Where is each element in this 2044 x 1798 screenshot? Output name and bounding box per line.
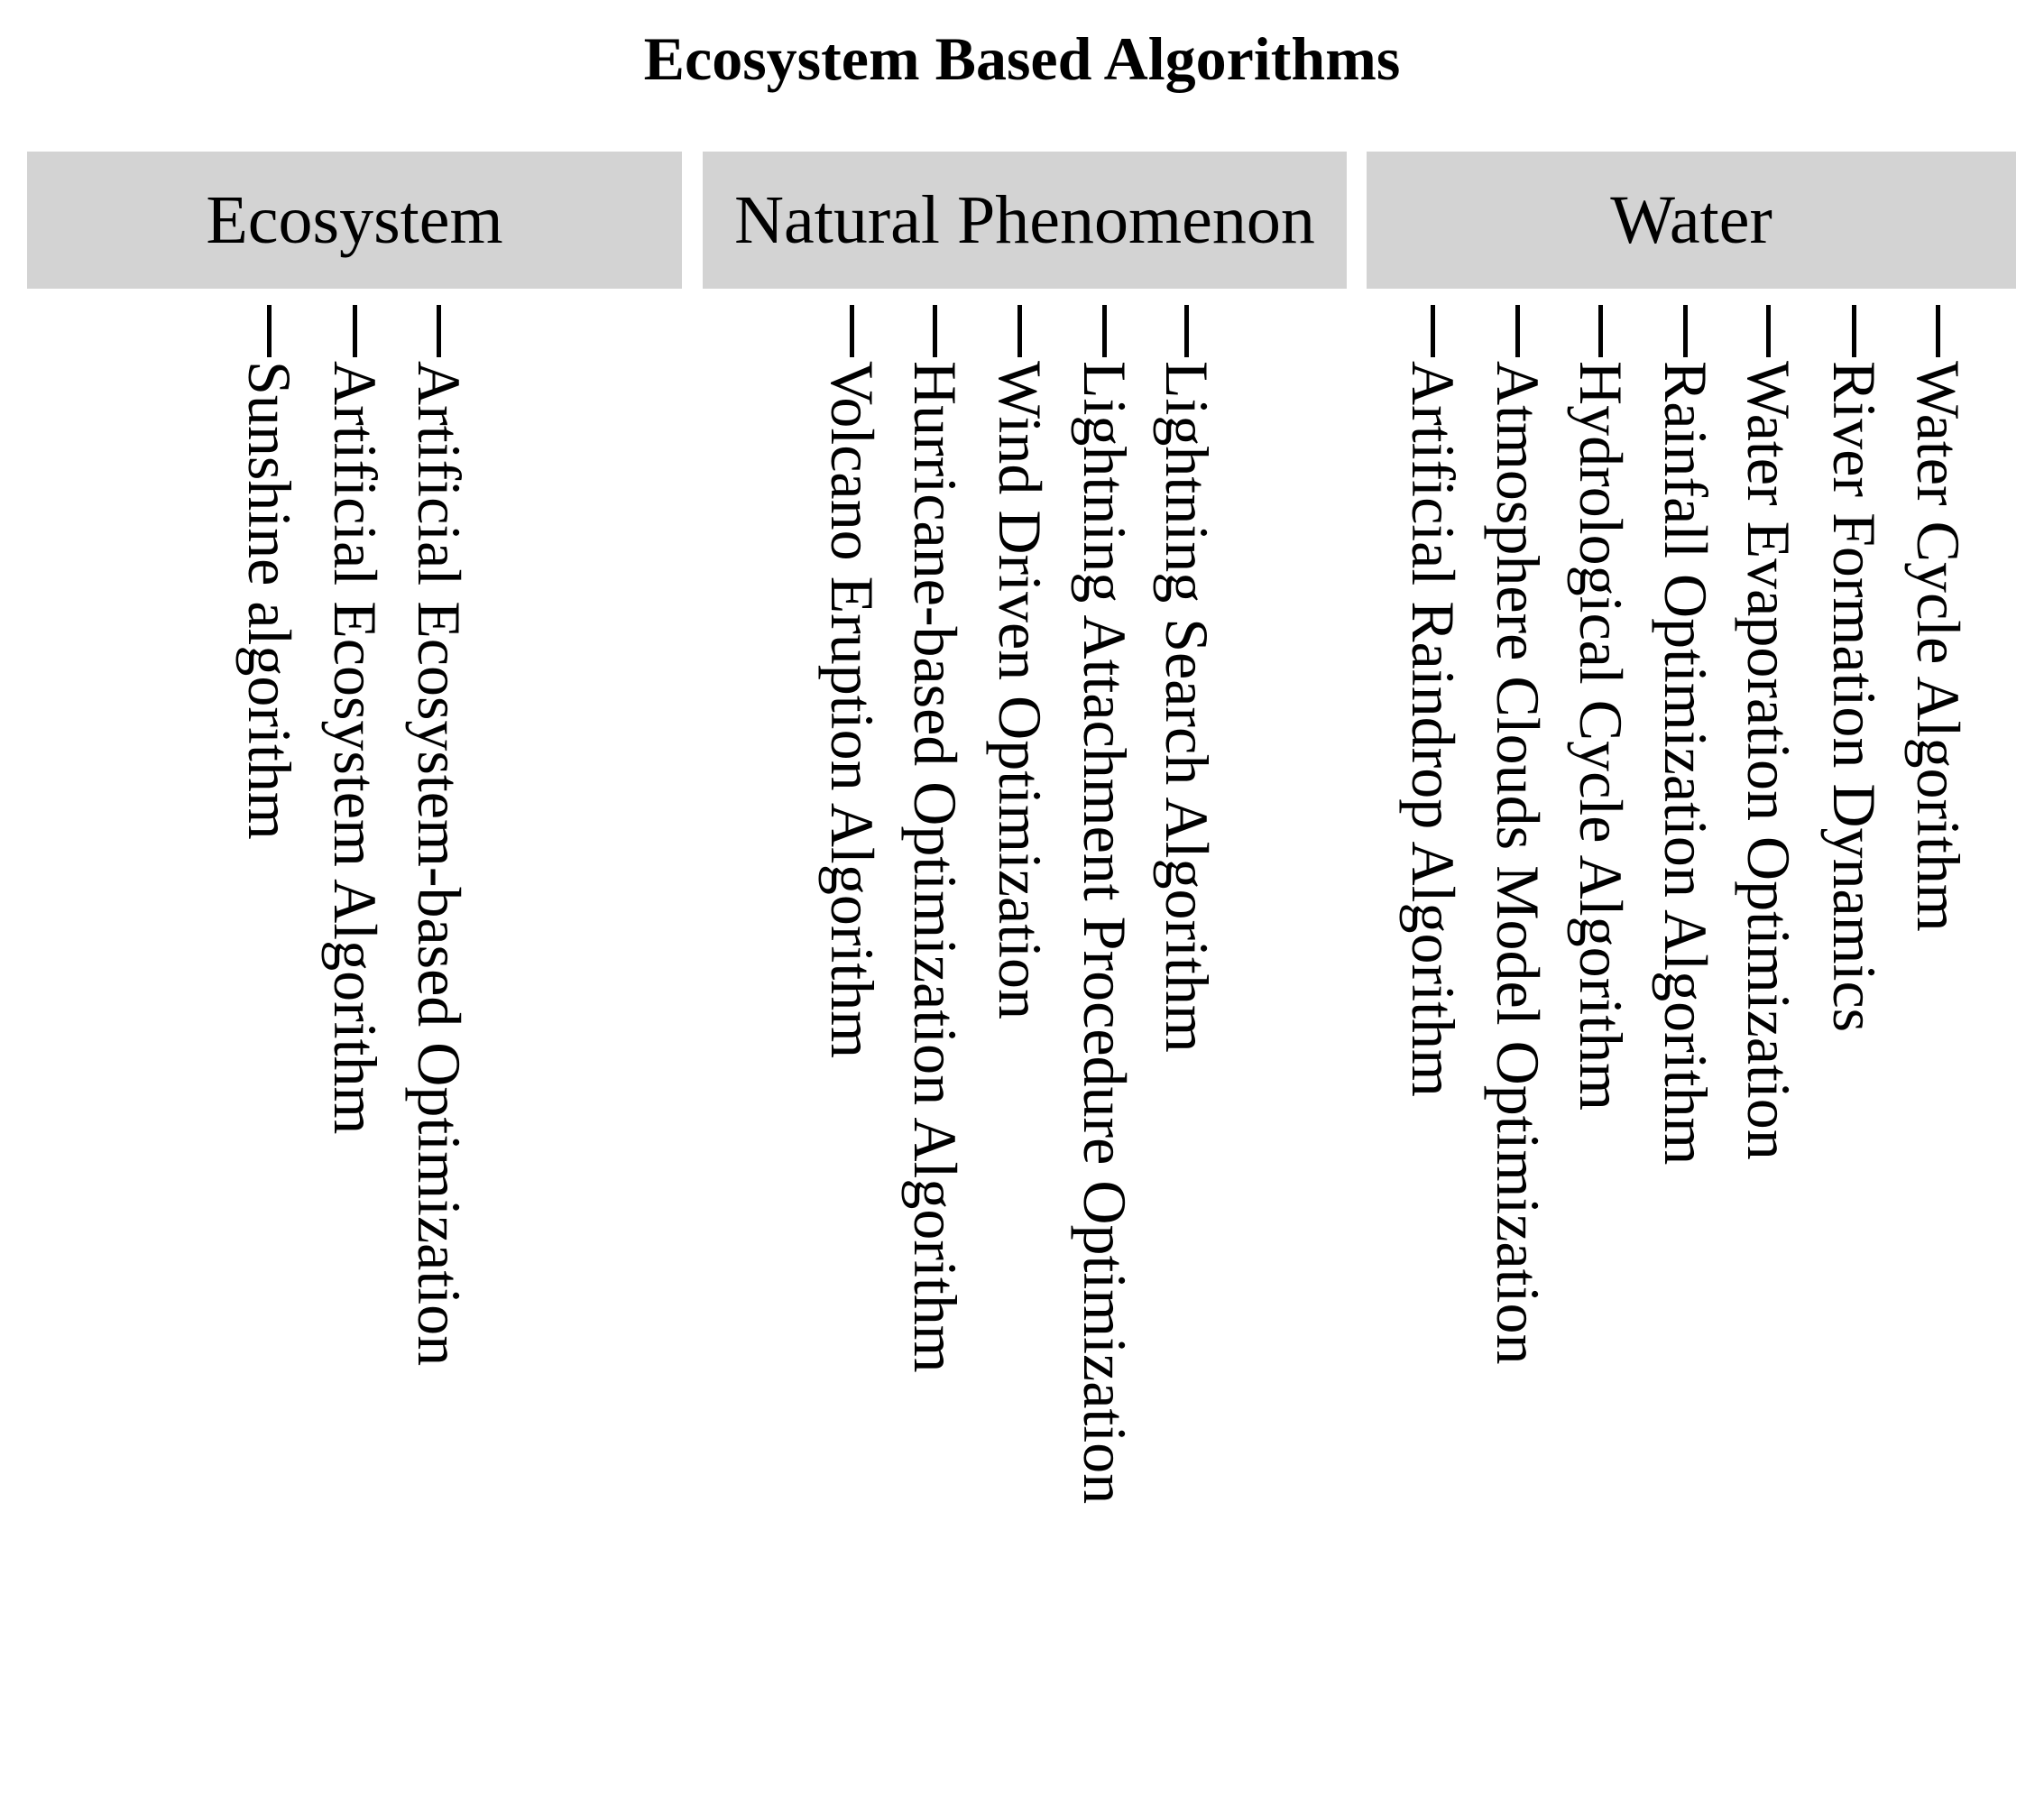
connector-tick [1936, 305, 1940, 357]
category-label-natural-phenomenon: Natural Phenomenon [734, 181, 1315, 258]
algorithm-label: Atmosphere Clouds Model Optimization [1484, 361, 1552, 1365]
connector-tick [850, 305, 854, 357]
algorithm-label: Artificial Ecosystem-based Optimization [405, 361, 474, 1367]
algorithm-label: Rainfall Optimization Algorithm [1652, 361, 1720, 1166]
category-box-water [1367, 152, 2016, 289]
connector-tick [1598, 305, 1603, 357]
category-label-water: Water [1610, 181, 1772, 258]
connector-tick [933, 305, 937, 357]
connector-tick [1683, 305, 1688, 357]
algorithm-label: Lightning Attachment Procedure Optimization [1071, 361, 1139, 1505]
connector-tick [1184, 305, 1189, 357]
connector-tick [267, 305, 272, 357]
connector-tick [1766, 305, 1771, 357]
algorithm-label: Artificial Raindrop Algorithm [1399, 361, 1468, 1097]
algorithm-label: Water Evaporation Optimization [1735, 361, 1803, 1160]
algorithm-label: Artificial Ecosystem Algorithm [321, 361, 390, 1135]
category-label-ecosystem: Ecosystem [206, 181, 503, 258]
category-box-natural-phenomenon [703, 152, 1347, 289]
algorithm-label: Wind Driven Optimization [986, 361, 1054, 1020]
connector-tick [1515, 305, 1520, 357]
connector-tick [1852, 305, 1856, 357]
connector-tick [437, 305, 441, 357]
algorithm-label: Sunshine algorithm [235, 361, 304, 840]
algorithm-label: Hurricane-based Optimization Algorithm [901, 361, 970, 1373]
category-box-ecosystem [27, 152, 682, 289]
diagram-title: Ecosystem Based Algorithms [643, 24, 1401, 93]
algorithm-label: River Formation Dynamics [1820, 361, 1889, 1033]
algorithm-label: Hydrological Cycle Algorithm [1567, 361, 1635, 1111]
connector-tick [1102, 305, 1107, 357]
connector-tick [1017, 305, 1022, 357]
connector-tick [1431, 305, 1435, 357]
connector-tick [353, 305, 357, 357]
algorithm-label: Volcano Eruption Algorithm [818, 361, 887, 1059]
algorithm-label: Lightning Search Algorithm [1153, 361, 1221, 1053]
algorithm-label: Water Cycle Algorithm [1904, 361, 1973, 932]
